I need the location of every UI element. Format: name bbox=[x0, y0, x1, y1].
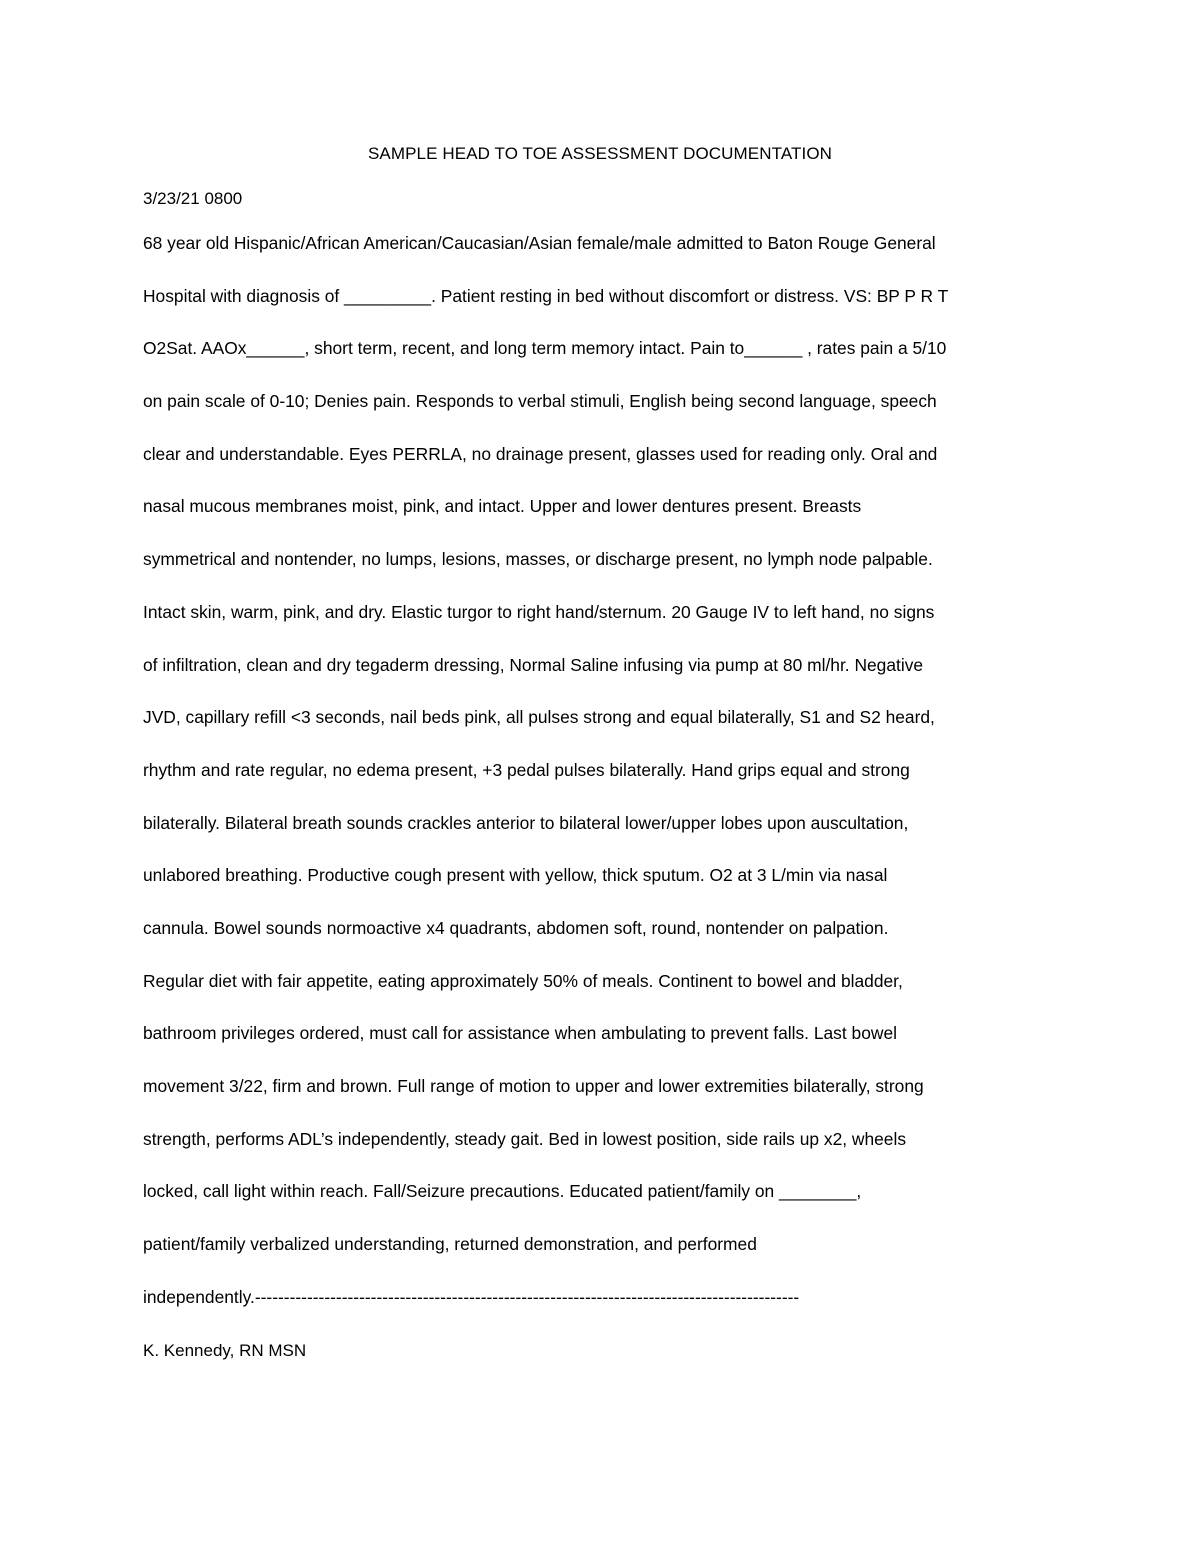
narrative-line: nasal mucous membranes moist, pink, and intact. Upper and lower dentures present. Breasts bbox=[143, 496, 862, 517]
narrative-line: strength, performs ADL’s independently, steady gait. Bed in lowest position, side rails up x2, wheels bbox=[143, 1128, 907, 1149]
narrative-line: unlabored breathing. Productive cough present with yellow, thick sputum. O2 at 3 L/min via nasal bbox=[143, 865, 888, 886]
narrative-line: bilaterally. Bilateral breath sounds crackles anterior to bilateral lower/upper lobes upon auscultation, bbox=[143, 812, 909, 833]
narrative-line: rhythm and rate regular, no edema present, +3 pedal pulses bilaterally. Hand grips equal and strong bbox=[143, 759, 910, 780]
narrative-line: of infiltration, clean and dry tegaderm dressing, Normal Saline infusing via pump at 80 ml/hr. Negative bbox=[143, 654, 924, 675]
narrative-line: independently.---------------------------------------------------------------------------------------------- bbox=[143, 1286, 800, 1307]
narrative-line: 68 year old Hispanic/African American/Caucasian/Asian female/male admitted to Baton Rouge General bbox=[143, 233, 936, 253]
narrative-line: on pain scale of 0-10; Denies pain. Responds to verbal stimuli, English being second language, speech bbox=[143, 391, 937, 412]
narrative-line: symmetrical and nontender, no lumps, lesions, masses, or discharge present, no lymph node palpable. bbox=[143, 549, 933, 570]
narrative-line: bathroom privileges ordered, must call for assistance when ambulating to prevent falls. Last bowel bbox=[143, 1023, 897, 1044]
narrative-line: Intact skin, warm, pink, and dry. Elastic turgor to right hand/sternum. 20 Gauge IV to left hand, no signs bbox=[143, 601, 935, 622]
narrative-line: Regular diet with fair appetite, eating approximately 50% of meals. Continent to bowel and bladder, bbox=[143, 970, 903, 991]
assessment-narrative bbox=[143, 232, 1063, 1338]
narrative-line: O2Sat. AAOx______, short term, recent, and long term memory intact. Pain to______ , rates pain a 5/10 bbox=[143, 338, 947, 359]
narrative-line: locked, call light within reach. Fall/Seizure precautions. Educated patient/family on ________, bbox=[143, 1181, 862, 1202]
narrative-line: Hospital with diagnosis of _________. Patient resting in bed without discomfort or distress. VS: BP P R T bbox=[143, 285, 949, 306]
narrative-line: JVD, capillary refill <3 seconds, nail beds pink, all pulses strong and equal bilaterally, S1 and S2 heard, bbox=[143, 707, 935, 728]
assessment-datetime: 3/23/21 0800 bbox=[143, 189, 243, 208]
narrative-line: cannula. Bowel sounds normoactive x4 quadrants, abdomen soft, round, nontender on palpation. bbox=[143, 917, 889, 938]
narrative-line: patient/family verbalized understanding, returned demonstration, and performed bbox=[143, 1234, 757, 1255]
document-title: SAMPLE HEAD TO TOE ASSESSMENT DOCUMENTATION bbox=[367, 144, 833, 163]
narrative-line: movement 3/22, firm and brown. Full range of motion to upper and lower extremities bilaterally, strong bbox=[143, 1076, 924, 1096]
nurse-signature: K. Kennedy, RN MSN bbox=[143, 1341, 307, 1360]
narrative-line: clear and understandable. Eyes PERRLA, no drainage present, glasses used for reading only. Oral and bbox=[143, 443, 938, 464]
